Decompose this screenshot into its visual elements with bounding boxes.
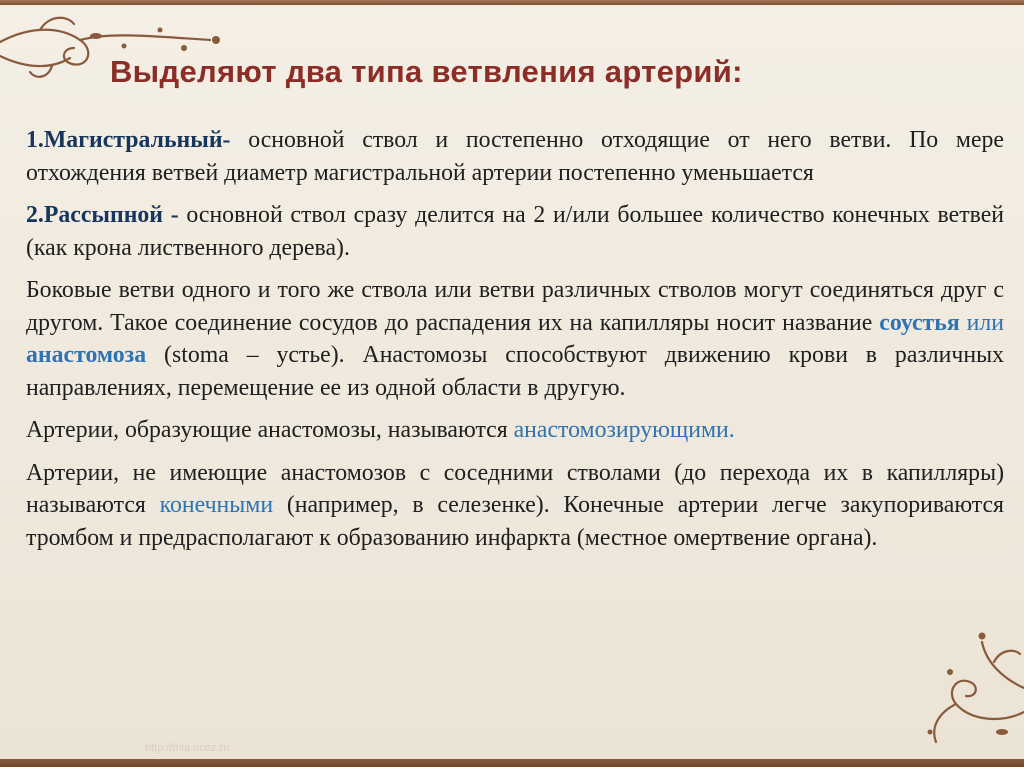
terminal-text-1: Артерии, не имеющие анастомозов с соседними стволами (до перехода их в капилляры) называются xyxy=(26,459,1004,518)
bottom-frame-border xyxy=(0,759,1024,767)
term-anastomosis: анастомоза xyxy=(26,342,147,368)
bottom-right-flourish-icon xyxy=(890,592,1024,752)
paragraph-main-type xyxy=(26,124,1004,189)
terminal-text-2: (например, в селезенке). Конечные артерии легче закупориваются тромбом и предрасполагают к образованию инфаркта (местное омертвение органа). xyxy=(26,492,1004,551)
main-type-text: основной ствол и постепенно отходящие от него ветви. По мере отхождения ветвей диаметр магистральной артерии постепенно уменьшается xyxy=(26,127,1004,186)
term-sousty: соустья xyxy=(879,309,960,336)
anastomosing-text: Артерии, образующие анастомозы, называются xyxy=(26,417,514,443)
term-anastomosing: анастомозирующими. xyxy=(513,417,735,443)
scattered-type-label: 2.Рассыпной - xyxy=(26,202,179,228)
main-type-label: 1.Магистральный- xyxy=(26,127,231,153)
paragraph-scattered-type xyxy=(26,199,1004,264)
paragraph-anastomosis xyxy=(26,274,1004,404)
paragraph-anastomosing xyxy=(26,414,1004,447)
watermark-url: http://mla.ucoz.ru xyxy=(145,742,230,754)
paragraph-terminal xyxy=(26,457,1004,555)
slide-body xyxy=(26,124,1004,564)
anastomosis-text-2: (stoma – устье). Анастомозы способствуют движению крови в различных направлениях, перемещение ее из одной области в другую. xyxy=(26,342,1004,401)
slide-title: Выделяют два типа ветвления артерий: xyxy=(110,54,743,89)
term-terminal: конечными xyxy=(159,492,274,518)
term-or: или xyxy=(959,309,1004,336)
scattered-type-text: основной ствол сразу делится на 2 и/или большее количество конечных ветвей (как крона лиственного дерева). xyxy=(26,202,1004,261)
anastomosis-text-1: Боковые ветви одного и того же ствола или ветви различных стволов могут соединяться друг с другом. Такое соединение сосудов до распадения их на капилляры носит название xyxy=(26,277,1004,336)
top-frame-border xyxy=(0,0,1024,5)
